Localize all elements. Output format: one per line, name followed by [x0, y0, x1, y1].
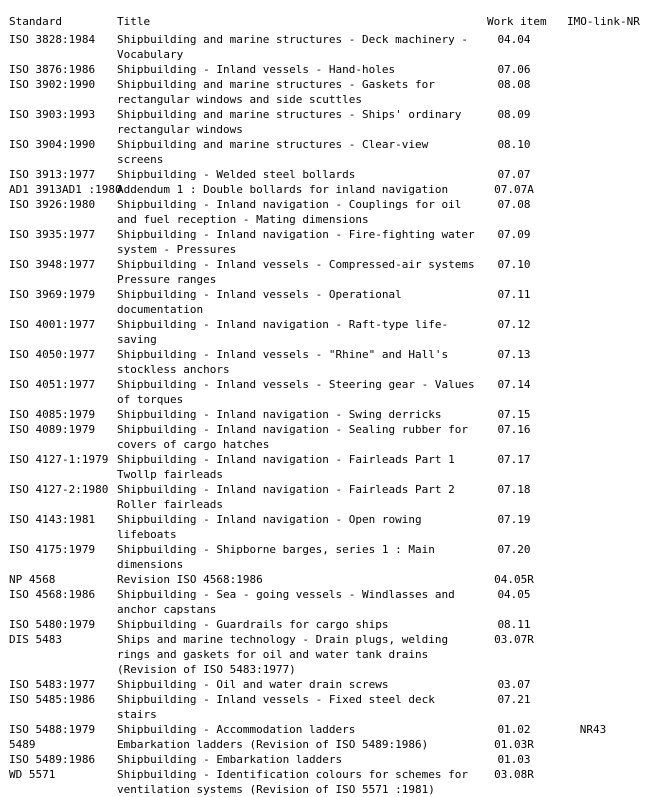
cell-work-item: 07.20 [497, 543, 531, 556]
header-imo-link: IMO-link-NR [567, 15, 640, 28]
table-row [9, 137, 649, 167]
cell-standard: ISO 5485:1986 [9, 693, 96, 706]
cell-work-item: 03.07 [497, 678, 531, 691]
cell-title: Shipbuilding - Inland vessels - Fixed steel deck stairs [117, 693, 435, 721]
table-row [9, 317, 649, 347]
cell-title: Shipbuilding and marine structures - Deck machinery - Vocabulary [117, 33, 468, 61]
cell-standard: ISO 5488:1979 [9, 723, 96, 736]
table-row [9, 632, 649, 677]
table-row [9, 677, 649, 692]
table-body [9, 32, 649, 797]
cell-work-item: 07.12 [497, 318, 531, 331]
standards-table [9, 14, 649, 797]
cell-title: Shipbuilding and marine structures - Gaskets for rectangular windows and side scuttles [117, 78, 435, 106]
cell-standard: WD 5571 [9, 768, 56, 781]
cell-work-item: 01.02 [497, 723, 531, 736]
cell-imo-link: NR43 [579, 723, 607, 736]
table-row [9, 287, 649, 317]
table-row [9, 347, 649, 377]
table-row [9, 617, 649, 632]
header-row [9, 14, 649, 32]
table-row [9, 512, 649, 542]
cell-title: Shipbuilding and marine structures - Ships' ordinary rectangular windows [117, 108, 462, 136]
cell-work-item: 08.10 [497, 138, 531, 151]
cell-standard: ISO 3903:1993 [9, 108, 96, 121]
cell-standard: ISO 4143:1981 [9, 513, 96, 526]
table-row [9, 482, 649, 512]
cell-standard: ISO 4089:1979 [9, 423, 96, 436]
cell-title: Shipbuilding - Inland navigation - Fairleads Part 1 Twollp fairleads [117, 453, 455, 481]
cell-title: Shipbuilding - Inland navigation - Fairleads Part 2 Roller fairleads [117, 483, 455, 511]
cell-standard: ISO 3913:1977 [9, 168, 96, 181]
cell-title: Shipbuilding - Inland vessels - Hand-holes [117, 63, 396, 76]
cell-title: Revision ISO 4568:1986 [117, 573, 263, 586]
header-work-item: Work item [487, 15, 547, 28]
cell-work-item: 07.13 [497, 348, 531, 361]
cell-work-item: 07.16 [497, 423, 531, 436]
table-row [9, 167, 649, 182]
cell-standard: ISO 3876:1986 [9, 63, 96, 76]
cell-standard: ISO 3828:1984 [9, 33, 96, 46]
cell-work-item: 07.07 [497, 168, 531, 181]
table-row [9, 737, 649, 752]
cell-work-item: 07.18 [497, 483, 531, 496]
table-row [9, 197, 649, 227]
cell-title: Shipbuilding and marine structures - Clear-view screens [117, 138, 429, 166]
table-row [9, 32, 649, 62]
table-row [9, 77, 649, 107]
cell-work-item: 03.07R [494, 633, 534, 646]
table-row [9, 767, 649, 797]
cell-title: Shipbuilding - Inland vessels - "Rhine" and Hall's stockless anchors [117, 348, 449, 376]
cell-title: Shipbuilding - Inland navigation - Fire-fighting water system - Pressures [117, 228, 475, 256]
cell-standard: AD1 3913AD1 :1980 [9, 183, 122, 196]
table-row [9, 107, 649, 137]
cell-standard: ISO 3904:1990 [9, 138, 96, 151]
cell-title: Shipbuilding - Guardrails for cargo ships [117, 618, 389, 631]
cell-work-item: 01.03R [494, 738, 534, 751]
cell-work-item: 07.08 [497, 198, 531, 211]
table-row [9, 587, 649, 617]
cell-title: Shipbuilding - Shipborne barges, series 1 : Main dimensions [117, 543, 435, 571]
cell-work-item: 04.05 [497, 588, 531, 601]
cell-work-item: 04.04 [497, 33, 531, 46]
cell-title: Shipbuilding - Inland navigation - Swing derricks [117, 408, 442, 421]
table-row [9, 422, 649, 452]
table-row [9, 227, 649, 257]
header-standard: Standard [9, 15, 62, 28]
header-title: Title [117, 15, 151, 28]
cell-title: Embarkation ladders (Revision of ISO 5489:1986) [117, 738, 429, 751]
cell-work-item: 01.03 [497, 753, 531, 766]
cell-standard: ISO 3948:1977 [9, 258, 96, 271]
cell-standard: ISO 5489:1986 [9, 753, 96, 766]
cell-standard: ISO 3902:1990 [9, 78, 96, 91]
table-row [9, 182, 649, 197]
cell-title: Shipbuilding - Oil and water drain screws [117, 678, 389, 691]
table-row [9, 752, 649, 767]
cell-title: Shipbuilding - Embarkation ladders [117, 753, 343, 766]
cell-standard: ISO 4050:1977 [9, 348, 96, 361]
cell-title: Shipbuilding - Inland navigation - Open rowing lifeboats [117, 513, 422, 541]
cell-title: Shipbuilding - Inland vessels - Operational documentation [117, 288, 402, 316]
table-row [9, 572, 649, 587]
table-row [9, 722, 649, 737]
cell-title: Shipbuilding - Sea - going vessels - Windlasses and anchor capstans [117, 588, 455, 616]
cell-standard: ISO 5483:1977 [9, 678, 96, 691]
cell-work-item: 07.14 [497, 378, 531, 391]
cell-work-item: 08.08 [497, 78, 531, 91]
cell-standard: ISO 4568:1986 [9, 588, 96, 601]
cell-standard: ISO 4175:1979 [9, 543, 96, 556]
cell-work-item: 08.11 [497, 618, 531, 631]
cell-standard: ISO 5480:1979 [9, 618, 96, 631]
cell-standard: ISO 4001:1977 [9, 318, 96, 331]
table-row [9, 62, 649, 77]
cell-title: Shipbuilding - Inland vessels - Steering gear - Values of torques [117, 378, 475, 406]
cell-work-item: 04.05R [494, 573, 534, 586]
cell-work-item: 07.15 [497, 408, 531, 421]
table-row [9, 452, 649, 482]
cell-title: Addendum 1 : Double bollards for inland navigation [117, 183, 449, 196]
cell-title: Shipbuilding - Identification colours for schemes for ventilation systems (Revision of ISO 5571 :1981) [117, 768, 468, 796]
cell-standard: ISO 4085:1979 [9, 408, 96, 421]
cell-standard: ISO 4127-2:1980 [9, 483, 109, 496]
cell-work-item: 07.21 [497, 693, 531, 706]
cell-title: Shipbuilding - Inland navigation - Raft-type life-saving [117, 318, 449, 346]
cell-work-item: 07.07A [494, 183, 534, 196]
table-row [9, 407, 649, 422]
cell-work-item: 07.11 [497, 288, 531, 301]
table-row [9, 692, 649, 722]
cell-work-item: 07.17 [497, 453, 531, 466]
cell-standard: NP 4568 [9, 573, 56, 586]
cell-title: Ships and marine technology - Drain plugs, welding rings and gaskets for oil and water tank drains (Revision of ISO 5483:1977) [117, 633, 449, 676]
cell-work-item: 07.06 [497, 63, 531, 76]
cell-title: Shipbuilding - Inland navigation - Sealing rubber for covers of cargo hatches [117, 423, 468, 451]
cell-title: Shipbuilding - Inland navigation - Couplings for oil and fuel reception - Mating dimensions [117, 198, 462, 226]
cell-work-item: 07.10 [497, 258, 531, 271]
cell-standard: ISO 3969:1979 [9, 288, 96, 301]
cell-title: Shipbuilding - Inland vessels - Compressed-air systems Pressure ranges [117, 258, 475, 286]
table-row [9, 377, 649, 407]
cell-work-item: 07.09 [497, 228, 531, 241]
cell-standard: 5489 [9, 738, 36, 751]
cell-standard: ISO 4051:1977 [9, 378, 96, 391]
cell-title: Shipbuilding - Accommodation ladders [117, 723, 356, 736]
cell-work-item: 07.19 [497, 513, 531, 526]
cell-title: Shipbuilding - Welded steel bollards [117, 168, 356, 181]
table-row [9, 257, 649, 287]
cell-standard: ISO 4127-1:1979 [9, 453, 109, 466]
cell-work-item: 08.09 [497, 108, 531, 121]
cell-standard: ISO 3935:1977 [9, 228, 96, 241]
cell-standard: ISO 3926:1980 [9, 198, 96, 211]
table-row [9, 542, 649, 572]
cell-standard: DIS 5483 [9, 633, 62, 646]
cell-work-item: 03.08R [494, 768, 534, 781]
